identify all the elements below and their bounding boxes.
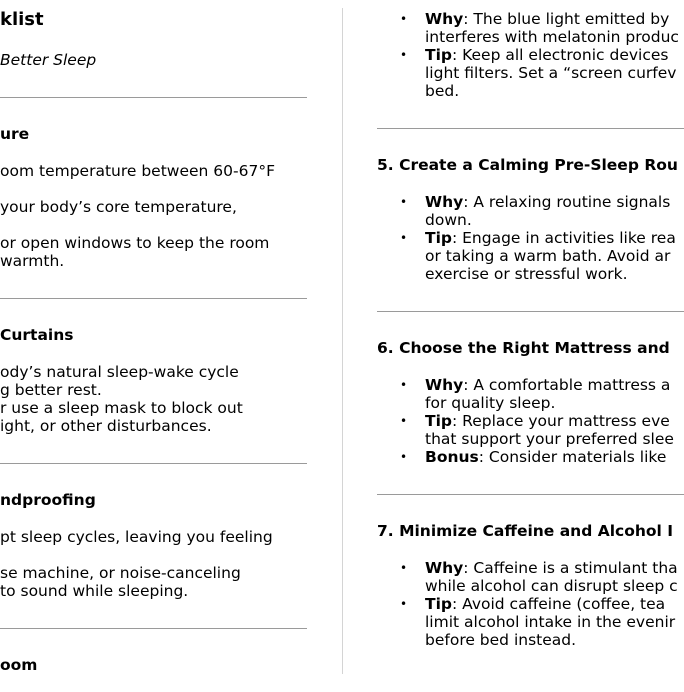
list-item-text: for quality sleep. [425,394,556,412]
section-divider [0,97,307,98]
section-text: or open windows to keep the room [0,234,270,252]
section-text: warmth. [0,252,65,270]
list-item: Tip: Replace your mattress eve [425,412,670,430]
list-item: Why: A relaxing routine signals [425,193,671,211]
bullet-icon: • [400,48,408,62]
bullet-icon: • [400,597,408,611]
column-divider [342,8,343,674]
right-column [377,0,684,692]
list-item-text: light filters. Set a “screen curfev [425,64,677,82]
section-text: your body’s core temperature, [0,198,237,216]
list-item-text: limit alcohol intake in the evenir [425,613,676,631]
list-item-text: that support your preferred slee [425,430,674,448]
bullet-icon: • [400,231,408,245]
page-title: klist [0,9,44,30]
list-item: Why: The blue light emitted by [425,10,670,28]
list-item: Why: Caffeine is a stimulant tha [425,559,678,577]
bullet-icon: • [400,414,408,428]
section-heading-caffeine-alcohol: 7. Minimize Caffeine and Alcohol I [377,522,673,540]
list-item-text: bed. [425,82,460,100]
section-heading-soundproofing: ndproofing [0,491,96,509]
list-item-text: down. [425,211,472,229]
bullet-icon: • [400,195,408,209]
section-divider [0,463,307,464]
section-text: oom temperature between 60-67°F [0,162,276,180]
list-item: Tip: Keep all electronic devices [425,46,669,64]
left-column [0,0,307,692]
list-item: Why: A comfortable mattress a [425,376,671,394]
list-item: Tip: Engage in activities like rea [425,229,676,247]
list-item-text: or taking a warm bath. Avoid ar [425,247,671,265]
section-heading-room: oom [0,656,38,674]
list-item: Tip: Avoid caffeine (coffee, tea [425,595,666,613]
section-text: r use a sleep mask to block out [0,399,243,417]
section-divider [0,298,307,299]
section-text: to sound while sleeping. [0,582,189,600]
section-text: ody’s natural sleep-wake cycle [0,363,239,381]
section-heading-pre-sleep-routine: 5. Create a Calming Pre-Sleep Rou [377,156,678,174]
section-text: se machine, or noise-canceling [0,564,241,582]
list-item-text: while alcohol can disrupt sleep c [425,577,678,595]
bullet-icon: • [400,561,408,575]
section-divider [0,628,307,629]
section-text: g better rest. [0,381,102,399]
section-text: ight, or other disturbances. [0,417,212,435]
list-item-text: exercise or stressful work. [425,265,628,283]
section-text: pt sleep cycles, leaving you feeling [0,528,273,546]
section-heading-mattress: 6. Choose the Right Mattress and [377,339,670,357]
section-heading-curtains: Curtains [0,326,74,344]
bullet-icon: • [400,450,408,464]
bullet-icon: • [400,12,408,26]
section-divider [377,494,684,495]
section-divider [377,311,684,312]
list-item-text: before bed instead. [425,631,577,649]
page-subtitle: Better Sleep [0,51,97,69]
list-item: Bonus: Consider materials like [425,448,667,466]
list-item-text: interferes with melatonin produc [425,28,679,46]
section-divider [377,128,684,129]
bullet-icon: • [400,378,408,392]
section-heading-temperature: ure [0,125,30,143]
